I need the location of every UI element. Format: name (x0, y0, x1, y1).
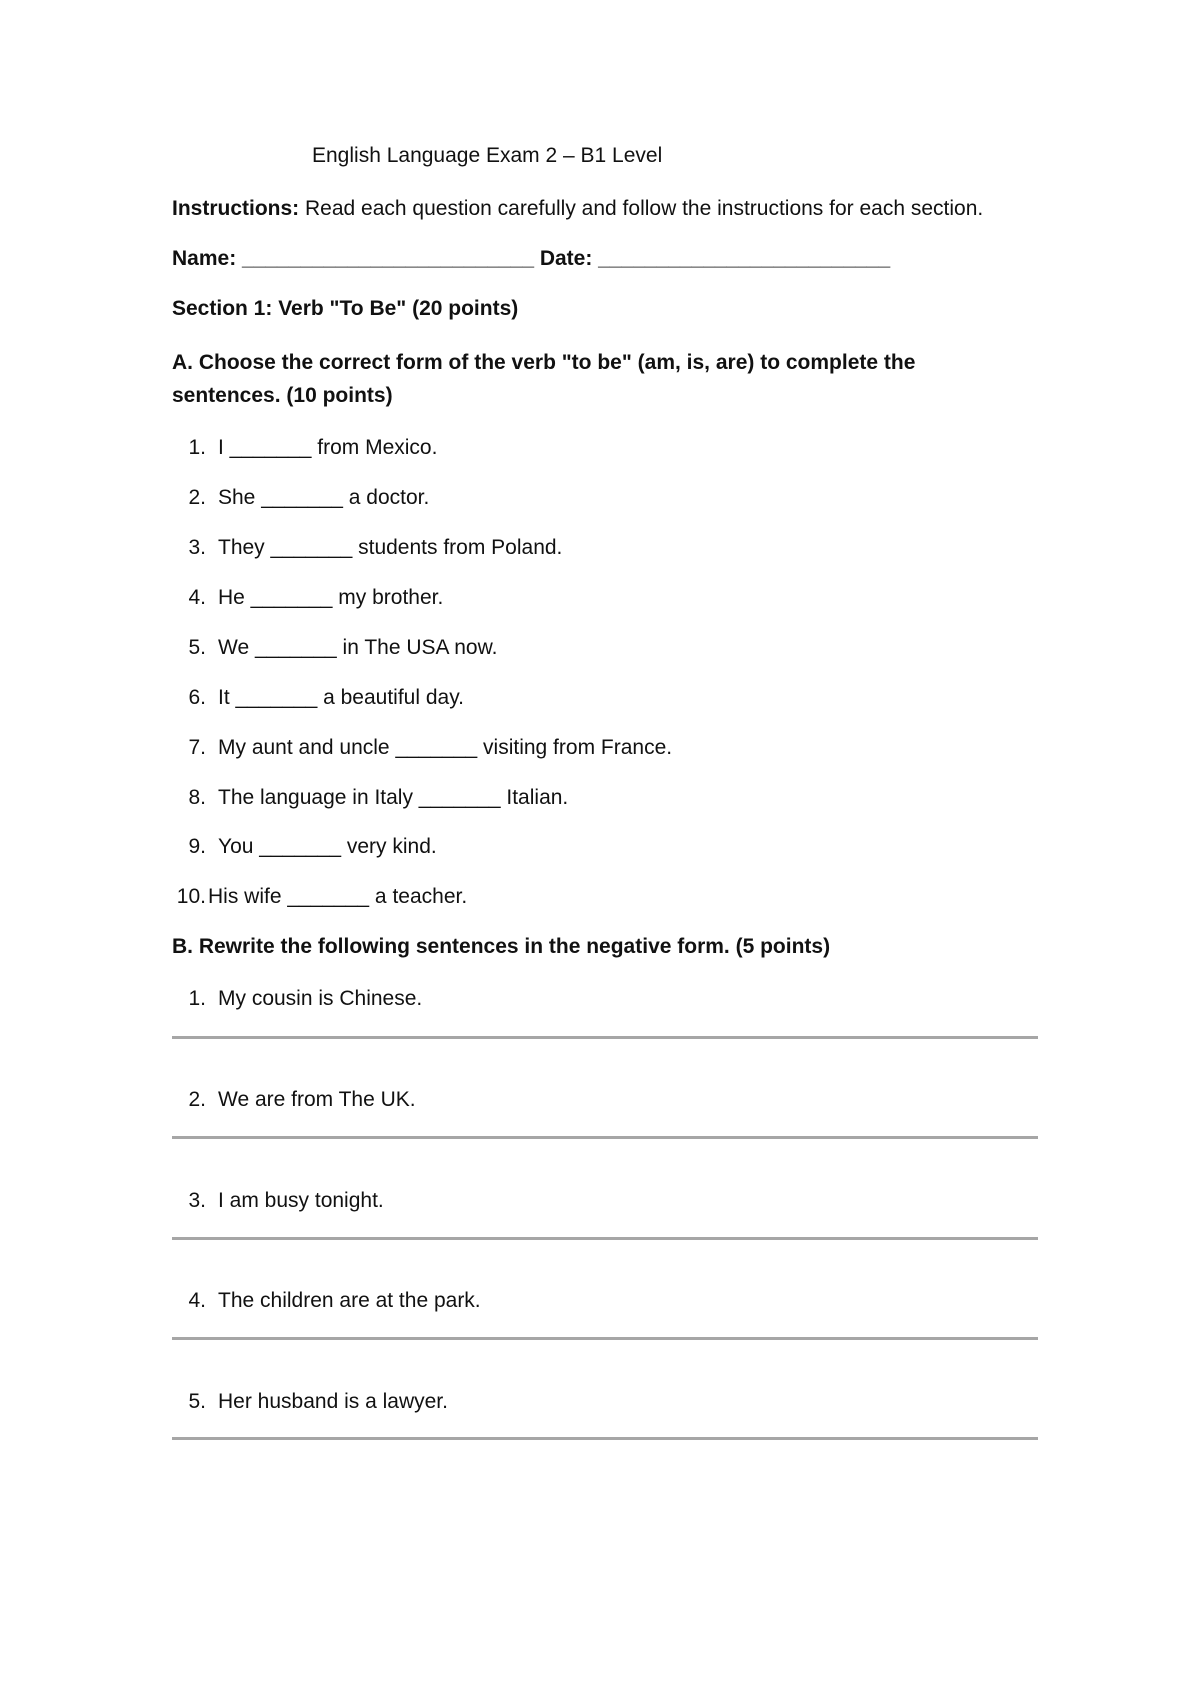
question-number: 5. (188, 1390, 206, 1413)
question-number: 8. (188, 786, 206, 809)
part-a-question-10 (172, 884, 467, 910)
part-a-question-4 (172, 585, 443, 611)
instructions (172, 196, 983, 222)
question-number: 4. (188, 586, 206, 609)
question-text: It _______ a beautiful day. (218, 686, 464, 709)
question-text: He _______ my brother. (218, 586, 444, 609)
question-text: She _______ a doctor. (218, 486, 430, 509)
part-a-question-7 (172, 735, 672, 761)
part-a-question-3 (172, 535, 562, 561)
part-a-question-2 (172, 485, 429, 511)
question-number: 7. (188, 736, 206, 759)
part-b-question-5 (172, 1389, 448, 1415)
question-text: We are from The UK. (218, 1088, 416, 1111)
part-a-question-5 (172, 635, 497, 661)
section-1-heading: Section 1: Verb "To Be" (20 points) (172, 297, 519, 320)
question-number: 4. (188, 1289, 206, 1312)
part-b-question-3 (172, 1188, 384, 1214)
question-number: 10. (176, 885, 206, 908)
question-text: Her husband is a lawyer. (218, 1390, 448, 1413)
question-text: We _______ in The USA now. (218, 636, 498, 659)
part-b-question-4 (172, 1288, 481, 1314)
part-a-question-6 (172, 685, 464, 711)
instructions-label: Instructions: (172, 197, 300, 220)
question-text: The language in Italy _______ Italian. (218, 786, 569, 809)
question-text: I am busy tonight. (218, 1189, 384, 1212)
question-number: 2. (188, 486, 206, 509)
question-text: My aunt and uncle _______ visiting from France. (218, 736, 673, 759)
name-date-fields: Name: _________________________ Date: _________________________ (172, 247, 891, 270)
question-number: 9. (188, 835, 206, 858)
answer-line-5[interactable] (172, 1437, 1038, 1440)
question-number: 3. (188, 1189, 206, 1212)
question-number: 6. (188, 686, 206, 709)
part-a-question-9 (172, 834, 437, 860)
question-text: The children are at the park. (218, 1289, 481, 1312)
question-number: 1. (188, 987, 206, 1010)
part-b-question-2 (172, 1087, 416, 1113)
answer-line-1[interactable] (172, 1036, 1038, 1039)
part-a-question-1 (172, 435, 437, 461)
question-text: My cousin is Chinese. (218, 987, 423, 1010)
question-text: They _______ students from Poland. (218, 536, 563, 559)
question-text: You _______ very kind. (218, 835, 437, 858)
part-a-heading: A. Choose the correct form of the verb "to be" (am, is, are) to complete the sentences. (10 points) (172, 351, 916, 407)
answer-line-4[interactable] (172, 1337, 1038, 1340)
question-number: 1. (188, 436, 206, 459)
answer-line-2[interactable] (172, 1136, 1038, 1139)
question-text: His wife _______ a teacher. (208, 885, 468, 908)
part-b-heading: B. Rewrite the following sentences in the negative form. (5 points) (172, 935, 831, 958)
part-b-question-1 (172, 986, 422, 1012)
instructions-text: Read each question carefully and follow the instructions for each section. (299, 197, 984, 220)
answer-line-3[interactable] (172, 1237, 1038, 1240)
question-number: 3. (188, 536, 206, 559)
exam-title: English Language Exam 2 – B1 Level (312, 144, 663, 167)
question-number: 5. (188, 636, 206, 659)
question-text: I _______ from Mexico. (218, 436, 438, 459)
question-number: 2. (188, 1088, 206, 1111)
part-a-question-8 (172, 785, 568, 811)
